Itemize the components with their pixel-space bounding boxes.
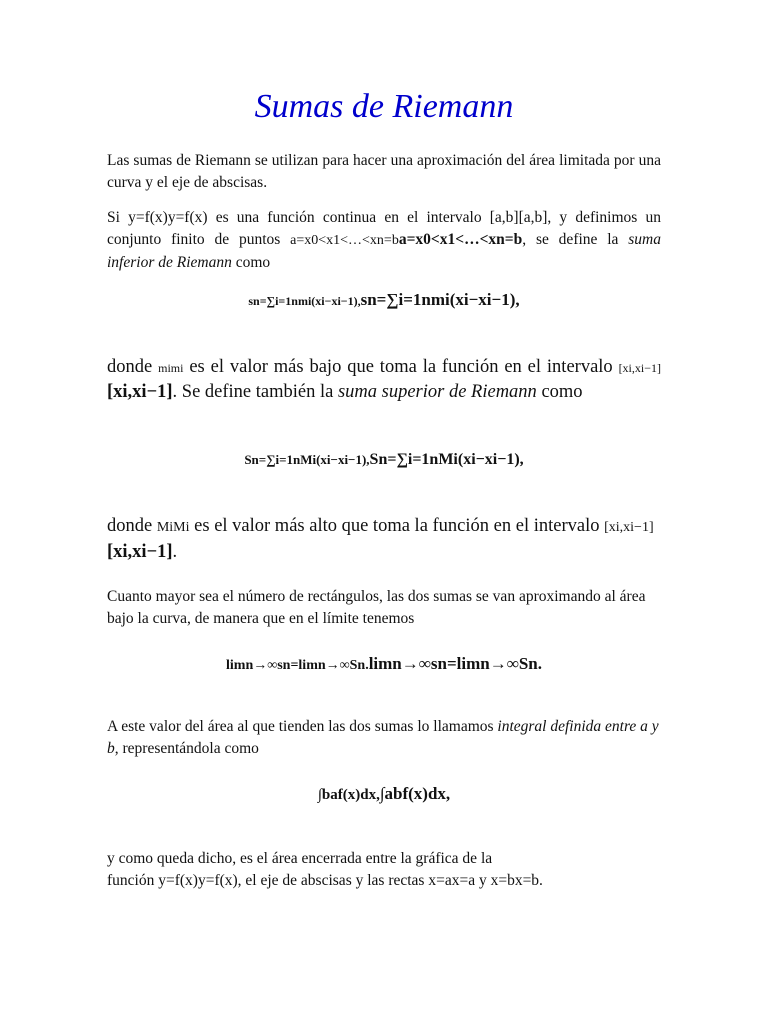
upper-sum-equation xyxy=(0,451,768,469)
text-fragment: donde xyxy=(107,516,157,536)
closing-line-1: y como queda dicho, es el área encerrada entre la gráfica de la xyxy=(107,850,493,867)
text-fragment: donde xyxy=(107,357,159,377)
definition-text: Si y=f(x)y=f(x) es una función continua en el intervalo [a,b][a,b], y definimos un conjunto finito de puntos xyxy=(107,209,661,248)
lower-sum-explanation xyxy=(107,355,661,404)
definition-text-3: como xyxy=(231,254,271,271)
text-fragment: . Se define también la xyxy=(172,382,338,402)
points-bold: a=x0<x1<…<xn=b xyxy=(398,231,523,248)
lower-sum-term: suma inferior de Riemann xyxy=(107,231,661,271)
text-fragment: es el valor más bajo que toma la función en el intervalo xyxy=(189,357,619,377)
intro-paragraph: Las sumas de Riemann se utilizan para hacer una aproximación del área limitada por una curva y el eje de abscisas. xyxy=(107,152,661,191)
closing-line-2: función y=f(x)y=f(x), el eje de abscisas y las rectas x=ax=a y x=bx=b. xyxy=(107,872,543,889)
integral-equation xyxy=(0,784,768,804)
interval-bold: [xi,xi−1] xyxy=(107,542,173,562)
limit-bold: limn→∞sn=limn→∞Sn. xyxy=(368,654,542,673)
text-fragment: A este valor del área al que tienden las dos sumas lo llamamos xyxy=(107,718,498,735)
integral-bold: ∫abf(x)dx, xyxy=(379,784,451,803)
interval-small: [xi,xi−1] xyxy=(618,361,661,375)
text-fragment: como xyxy=(536,382,583,402)
definition-text-2: , se define la xyxy=(522,231,629,248)
points-small: a=x0<x1<…<xn=b xyxy=(290,233,399,248)
definite-integral-term: integral definida entre a y b xyxy=(107,718,659,757)
limit-small: limn→∞sn=limn→∞Sn. xyxy=(226,658,369,673)
mi-small-2: mi xyxy=(170,361,184,375)
Mi-small: MiMi xyxy=(156,520,190,535)
lower-sum-bold: sn=∑i=1nmi(xi−xi−1), xyxy=(360,290,520,309)
page-title: Sumas de Riemann xyxy=(254,88,514,125)
upper-sum-term: suma superior de Riemann xyxy=(337,382,537,402)
integral-paragraph xyxy=(107,716,661,760)
definition-paragraph xyxy=(107,207,661,274)
interval-bold: [xi,xi−1] xyxy=(107,382,173,402)
interval-small: [xi,xi−1] xyxy=(604,520,654,535)
text-fragment: es el valor más alto que toma la función en el intervalo xyxy=(189,516,605,536)
limit-equation xyxy=(0,654,768,674)
upper-sum-explanation xyxy=(107,514,661,564)
limit-paragraph: Cuanto mayor sea el número de rectángulos, las dos sumas se van aproximando al área bajo la curva, de manera que en el límite tenemos xyxy=(107,588,646,627)
upper-sum-small: Sn=∑i=1nMi(xi−xi−1), xyxy=(244,452,370,467)
lower-sum-small: sn=∑i=1nmi(xi−xi−1), xyxy=(248,294,361,308)
text-fragment: . xyxy=(172,542,178,562)
integral-small: ∫baf(x)dx, xyxy=(317,787,380,803)
lower-sum-equation xyxy=(0,290,768,310)
mi-small: mi xyxy=(158,361,171,375)
upper-sum-bold: Sn=∑i=1nMi(xi−xi−1), xyxy=(369,451,524,468)
text-fragment: , representándola como xyxy=(114,740,259,757)
closing-paragraph xyxy=(107,848,661,892)
